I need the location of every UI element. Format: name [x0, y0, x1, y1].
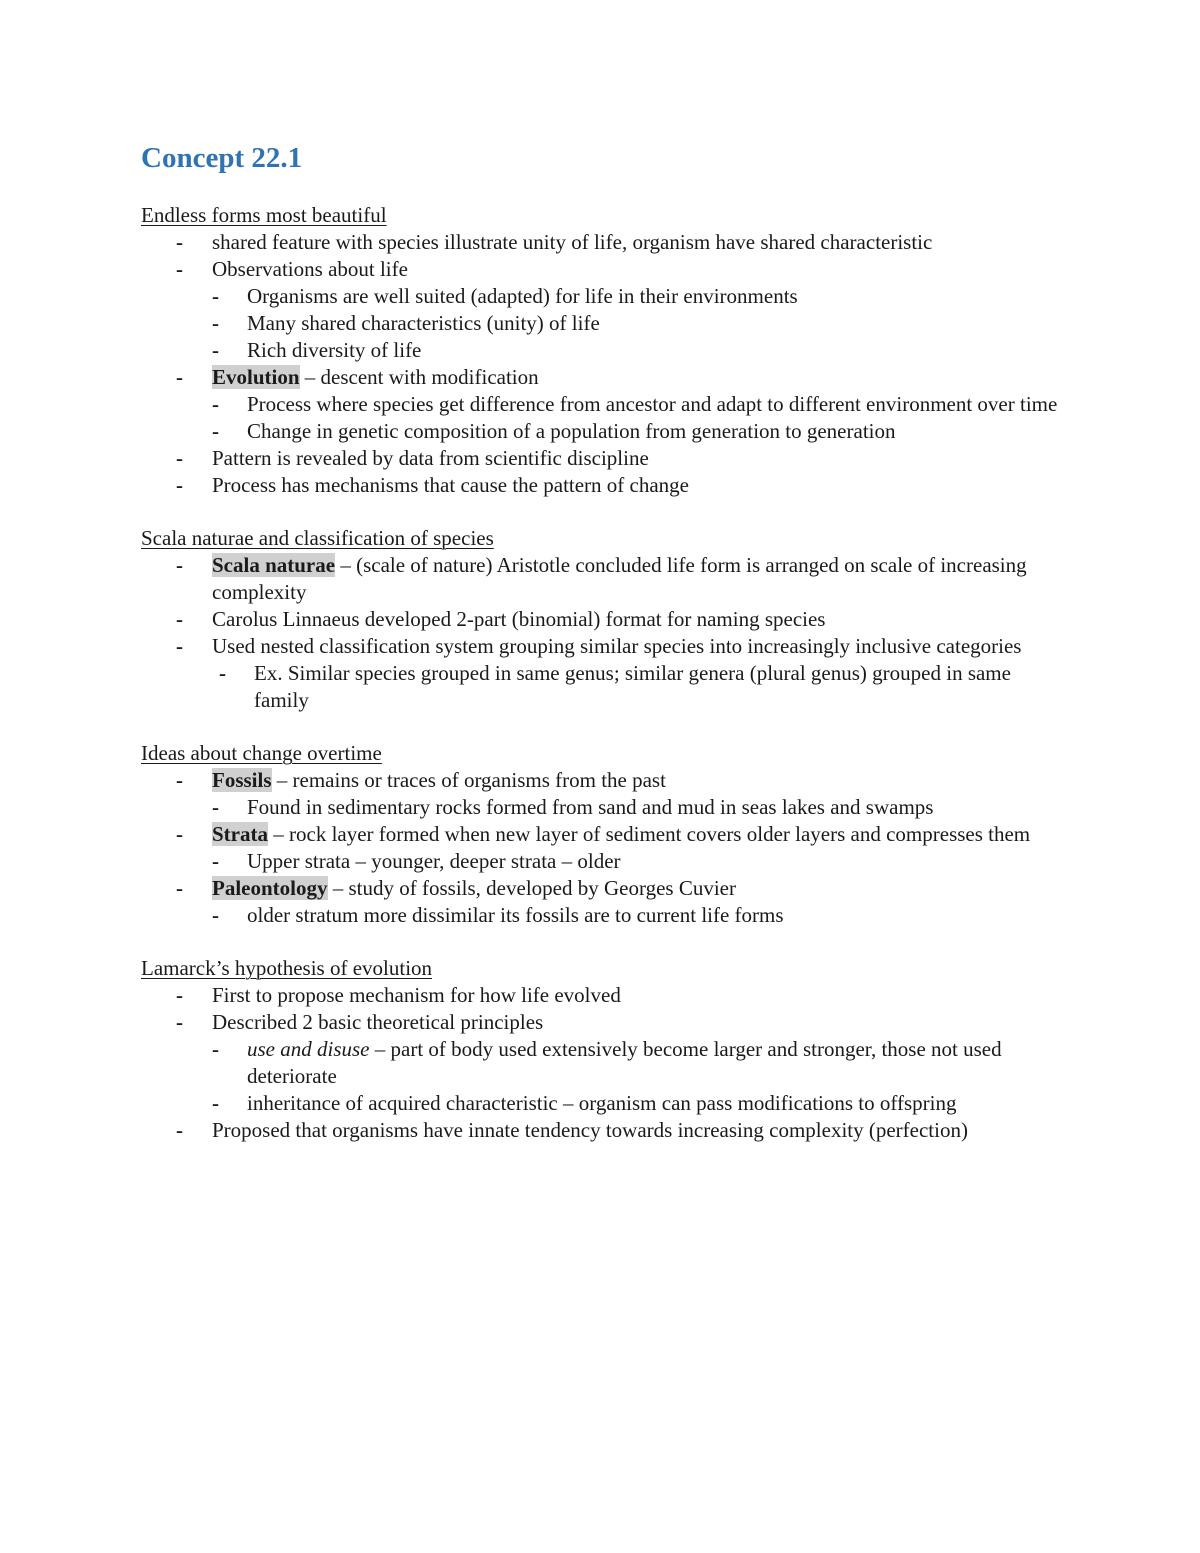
dash-bullet-icon: -	[212, 903, 219, 927]
document-page	[141, 138, 1061, 1170]
key-term: Scala naturae	[212, 553, 336, 577]
dash-bullet-icon: -	[176, 876, 183, 900]
section-change-overtime	[141, 740, 1061, 929]
bullet-list	[141, 229, 1061, 499]
list-item: - shared feature with species illustrate unity of life, organism have shared characteristic	[176, 230, 933, 254]
page-title: Concept 22.1	[141, 142, 303, 174]
dash-bullet-icon: -	[176, 768, 183, 792]
list-item: - Observations about life	[176, 257, 408, 281]
list-item: - Process has mechanisms that cause the pattern of change	[176, 473, 690, 497]
dash-bullet-icon: -	[176, 1118, 183, 1142]
dash-bullet-icon: -	[212, 419, 219, 443]
key-term: Evolution	[212, 365, 300, 389]
dash-bullet-icon: -	[212, 311, 219, 335]
dash-bullet-icon: -	[176, 446, 183, 470]
dash-bullet-icon: -	[176, 634, 183, 658]
list-item: - older stratum more dissimilar its fossils are to current life forms	[212, 903, 784, 927]
section-heading: Lamarck’s hypothesis of evolution	[141, 956, 433, 980]
list-item: - First to propose mechanism for how life evolved	[176, 983, 621, 1007]
dash-bullet-icon: -	[176, 230, 183, 254]
section-heading: Endless forms most beautiful	[141, 203, 387, 227]
list-item: - Many shared characteristics (unity) of life	[212, 311, 600, 335]
dash-bullet-icon: -	[212, 284, 219, 308]
italic-term: use and disuse	[247, 1037, 370, 1061]
list-item: - Carolus Linnaeus developed 2-part (binomial) format for naming species	[176, 607, 826, 631]
dash-bullet-icon: -	[212, 338, 219, 362]
list-item: - Used nested classification system grouping similar species into increasingly inclusive categories	[176, 634, 1022, 658]
dash-bullet-icon: -	[176, 607, 183, 631]
section-lamarck	[141, 955, 1061, 1144]
list-item: - Rich diversity of life	[212, 338, 422, 362]
list-item: - Scala naturae – (scale of nature) Aristotle concluded life form is arranged on scale of increasing complexity	[176, 553, 1027, 604]
dash-bullet-icon: -	[176, 553, 183, 577]
list-item: - Described 2 basic theoretical principles	[176, 1010, 544, 1034]
dash-bullet-icon: -	[176, 822, 183, 846]
list-item: - Pattern is revealed by data from scientific discipline	[176, 446, 649, 470]
bullet-list	[141, 767, 1061, 929]
dash-bullet-icon: -	[176, 983, 183, 1007]
list-item: - Change in genetic composition of a population from generation to generation	[212, 419, 896, 443]
list-item: - Proposed that organisms have innate tendency towards increasing complexity (perfection)	[176, 1118, 968, 1142]
section-heading: Ideas about change overtime	[141, 741, 382, 765]
list-item: - Fossils – remains or traces of organisms from the past	[176, 768, 666, 792]
dash-bullet-icon: -	[176, 473, 183, 497]
list-item: - Process where species get difference from ancestor and adapt to different environment over time	[212, 392, 1058, 416]
dash-bullet-icon: -	[212, 849, 219, 873]
list-item: - Paleontology – study of fossils, developed by Georges Cuvier	[176, 876, 736, 900]
dash-bullet-icon: -	[219, 661, 226, 685]
list-item: - Organisms are well suited (adapted) for life in their environments	[212, 284, 798, 308]
list-item: - Upper strata – younger, deeper strata – older	[212, 849, 621, 873]
dash-bullet-icon: -	[176, 365, 183, 389]
dash-bullet-icon: -	[212, 795, 219, 819]
key-term: Fossils	[212, 768, 272, 792]
key-term: Strata	[212, 822, 268, 846]
section-endless-forms	[141, 202, 1061, 499]
list-item: - Ex. Similar species grouped in same genus; similar genera (plural genus) grouped in same family	[219, 661, 1011, 712]
section-heading: Scala naturae and classification of species	[141, 526, 494, 550]
bullet-list	[141, 552, 1061, 714]
dash-bullet-icon: -	[212, 1037, 219, 1061]
dash-bullet-icon: -	[212, 392, 219, 416]
section-scala-naturae	[141, 525, 1061, 714]
dash-bullet-icon: -	[176, 1010, 183, 1034]
list-item: - Strata – rock layer formed when new layer of sediment covers older layers and compresses them	[176, 822, 1031, 846]
dash-bullet-icon: -	[176, 257, 183, 281]
key-term: Paleontology	[212, 876, 328, 900]
list-item: - Found in sedimentary rocks formed from sand and mud in seas lakes and swamps	[212, 795, 934, 819]
bullet-list	[141, 982, 1061, 1144]
dash-bullet-icon: -	[212, 1091, 219, 1115]
list-item: - Evolution – descent with modification	[176, 365, 539, 389]
list-item: - use and disuse – part of body used extensively become larger and stronger, those not used deteriorate	[212, 1037, 1002, 1088]
list-item: - inheritance of acquired characteristic – organism can pass modifications to offspring	[212, 1091, 957, 1115]
